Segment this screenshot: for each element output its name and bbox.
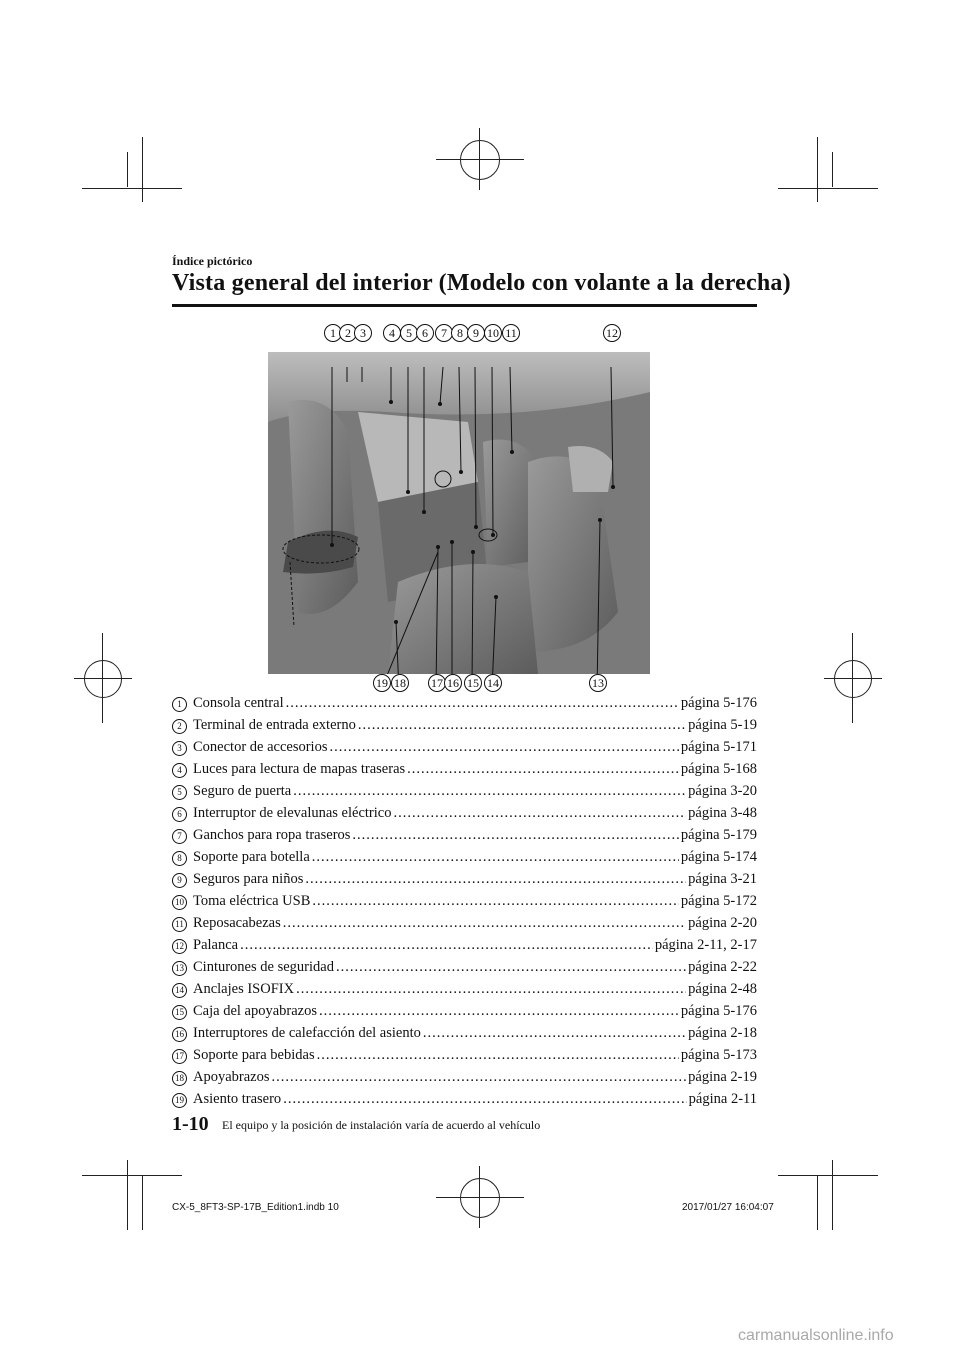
callout-13: 13 <box>589 674 607 692</box>
item-number: 8 <box>172 851 187 866</box>
item-label: Palanca <box>193 937 239 953</box>
list-item <box>172 739 757 761</box>
item-number: 15 <box>172 1005 187 1020</box>
list-item <box>172 827 757 849</box>
callout-5: 5 <box>400 324 418 342</box>
list-item <box>172 761 757 783</box>
page-reference[interactable]: página 2-22 <box>688 959 757 975</box>
item-label: Asiento trasero <box>193 1091 282 1107</box>
callout-11: 11 <box>502 324 520 342</box>
callout-16: 16 <box>444 674 462 692</box>
item-number: 11 <box>172 917 187 932</box>
page-reference[interactable]: página 2-20 <box>688 915 757 931</box>
callout-2: 2 <box>339 324 357 342</box>
item-number: 17 <box>172 1049 187 1064</box>
item-number: 7 <box>172 829 187 844</box>
item-number: 13 <box>172 961 187 976</box>
page-reference[interactable]: página 2-18 <box>688 1025 757 1041</box>
item-number: 3 <box>172 741 187 756</box>
item-number: 4 <box>172 763 187 778</box>
dot-leader <box>283 915 686 932</box>
dot-leader <box>293 783 686 800</box>
callout-14: 14 <box>484 674 502 692</box>
page-reference[interactable]: página 5-176 <box>680 1003 757 1019</box>
list-item <box>172 1091 757 1113</box>
item-number: 16 <box>172 1027 187 1042</box>
item-label: Interruptor de elevalunas eléctrico <box>193 805 392 821</box>
item-number: 6 <box>172 807 187 822</box>
page-reference[interactable]: página 2-11 <box>688 1091 757 1107</box>
dot-leader <box>312 849 679 866</box>
dot-leader <box>407 761 679 778</box>
page-reference[interactable]: página 5-168 <box>680 761 757 777</box>
item-label: Luces para lectura de mapas traseras <box>193 761 406 777</box>
dot-leader <box>286 695 679 712</box>
dot-leader <box>272 1069 687 1086</box>
page-reference[interactable]: página 5-174 <box>680 849 757 865</box>
item-label: Consola central <box>193 695 284 711</box>
list-item <box>172 893 757 915</box>
page-reference[interactable]: página 3-21 <box>688 871 757 887</box>
list-item <box>172 871 757 893</box>
page-reference[interactable]: página 5-172 <box>680 893 757 909</box>
page-reference[interactable]: página 5-19 <box>688 717 757 733</box>
item-label: Interruptores de calefacción del asiento <box>193 1025 421 1041</box>
list-item <box>172 717 757 739</box>
callout-6: 6 <box>416 324 434 342</box>
dot-leader <box>283 1091 686 1108</box>
item-label: Anclajes ISOFIX <box>193 981 295 997</box>
page-reference[interactable]: página 2-19 <box>688 1069 757 1085</box>
dot-leader <box>319 1003 679 1020</box>
item-number: 5 <box>172 785 187 800</box>
section-label: Índice pictórico <box>172 254 253 268</box>
print-file-date: 2017/01/27 16:04:07 <box>682 1202 774 1213</box>
item-label: Reposacabezas <box>193 915 281 931</box>
item-label: Caja del apoyabrazos <box>193 1003 318 1019</box>
dot-leader <box>296 981 686 998</box>
interior-photo <box>268 352 650 674</box>
list-item <box>172 1025 757 1047</box>
list-item <box>172 1003 757 1025</box>
dot-leader <box>352 827 678 844</box>
list-item <box>172 783 757 805</box>
dot-leader <box>393 805 686 822</box>
page-title: Vista general del interior (Modelo con volante a la derecha) <box>172 270 791 296</box>
page-reference[interactable]: página 5-171 <box>680 739 757 755</box>
item-label: Ganchos para ropa traseros <box>193 827 351 843</box>
page-reference[interactable]: página 3-48 <box>688 805 757 821</box>
callout-15: 15 <box>464 674 482 692</box>
dot-leader <box>305 871 686 888</box>
callout-4: 4 <box>383 324 401 342</box>
callout-3: 3 <box>354 324 372 342</box>
item-label: Seguros para niños <box>193 871 304 887</box>
item-label: Toma eléctrica USB <box>193 893 311 909</box>
list-item <box>172 937 757 959</box>
item-number: 2 <box>172 719 187 734</box>
item-number: 19 <box>172 1093 187 1108</box>
interior-figure <box>268 322 650 690</box>
dot-leader <box>329 739 678 756</box>
item-label: Apoyabrazos <box>193 1069 270 1085</box>
list-item <box>172 1047 757 1069</box>
callout-18: 18 <box>391 674 409 692</box>
callout-9: 9 <box>467 324 485 342</box>
callout-7: 7 <box>435 324 453 342</box>
item-number: 1 <box>172 697 187 712</box>
page-reference[interactable]: página 2-11, 2-17 <box>654 937 757 953</box>
callout-10: 10 <box>484 324 502 342</box>
legend-list <box>172 695 757 1113</box>
dot-leader <box>423 1025 686 1042</box>
list-item <box>172 959 757 981</box>
dot-leader <box>317 1047 679 1064</box>
footer-note: El equipo y la posición de instalación varía de acuerdo al vehículo <box>222 1118 541 1132</box>
title-rule <box>172 304 757 307</box>
print-file-info: CX-5_8FT3-SP-17B_Edition1.indb 10 <box>172 1202 339 1213</box>
callout-1: 1 <box>324 324 342 342</box>
list-item <box>172 849 757 871</box>
page-reference[interactable]: página 2-48 <box>688 981 757 997</box>
item-label: Seguro de puerta <box>193 783 292 799</box>
callout-17: 17 <box>428 674 446 692</box>
item-number: 10 <box>172 895 187 910</box>
item-label: Soporte para botella <box>193 849 310 865</box>
item-number: 12 <box>172 939 187 954</box>
item-label: Conector de accesorios <box>193 739 328 755</box>
callout-8: 8 <box>451 324 469 342</box>
dot-leader <box>336 959 686 976</box>
watermark: carmanualsonline.info <box>738 1327 894 1344</box>
page-reference[interactable]: página 5-176 <box>680 695 757 711</box>
dot-leader <box>358 717 686 734</box>
list-item <box>172 981 757 1003</box>
list-item <box>172 695 757 717</box>
list-item <box>172 1069 757 1091</box>
item-number: 18 <box>172 1071 187 1086</box>
item-label: Cinturones de seguridad <box>193 959 334 975</box>
page-number: 1-10 <box>172 1113 209 1135</box>
item-number: 14 <box>172 983 187 998</box>
page-reference[interactable]: página 5-179 <box>680 827 757 843</box>
page-reference[interactable]: página 3-20 <box>688 783 757 799</box>
callout-19: 19 <box>373 674 391 692</box>
interior-illustration <box>268 352 650 674</box>
item-label: Terminal de entrada externo <box>193 717 356 733</box>
list-item <box>172 805 757 827</box>
item-number: 9 <box>172 873 187 888</box>
dot-leader <box>312 893 679 910</box>
dot-leader <box>240 937 653 954</box>
page-reference[interactable]: página 5-173 <box>680 1047 757 1063</box>
callout-12: 12 <box>603 324 621 342</box>
item-label: Soporte para bebidas <box>193 1047 315 1063</box>
list-item <box>172 915 757 937</box>
